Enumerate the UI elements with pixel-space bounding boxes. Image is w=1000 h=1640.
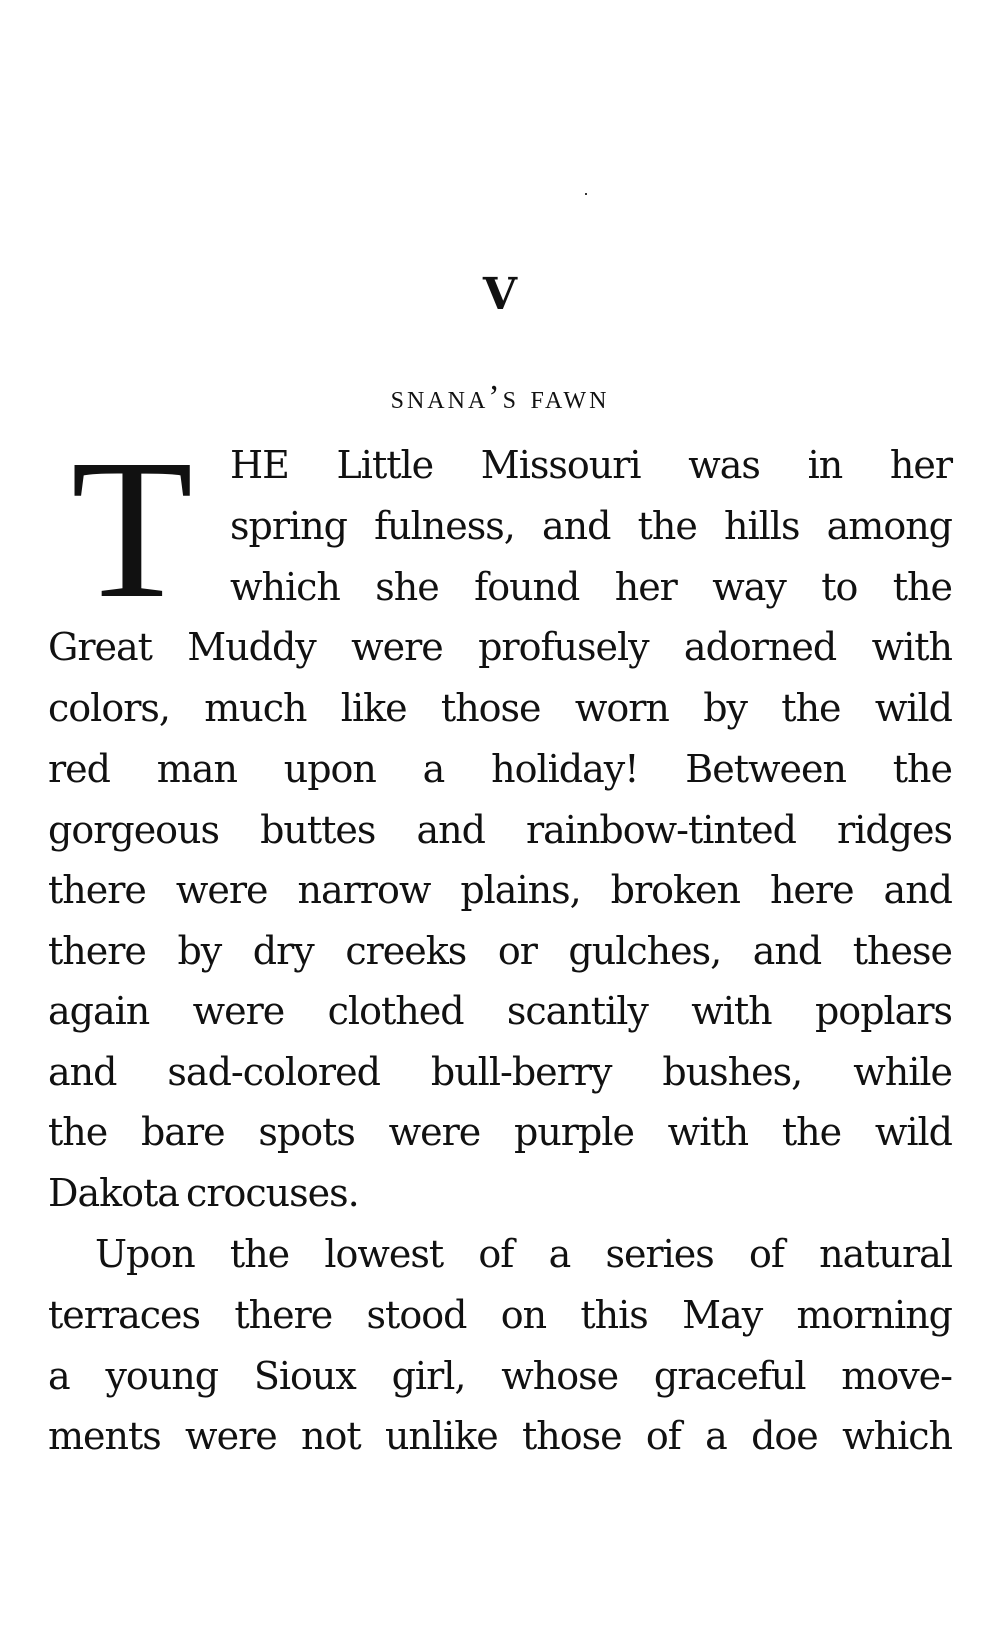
text-line: and sad-colored bull-berry bushes, while bbox=[48, 1050, 952, 1094]
text-line: the bare spots were purple with the wild bbox=[48, 1110, 952, 1154]
text-line: there by dry creeks or gulches, and these bbox=[48, 929, 952, 973]
text-line: terraces there stood on this May morning bbox=[48, 1293, 952, 1337]
text-line: again were clothed scantily with poplars bbox=[48, 989, 952, 1033]
text-line: a young Sioux girl, whose graceful move- bbox=[48, 1354, 952, 1398]
text-line: HE Little Missouri was in her bbox=[230, 443, 952, 487]
text-line: red man upon a holiday! Between the bbox=[48, 747, 952, 791]
chapter-title: snana’s fawn bbox=[390, 379, 610, 416]
text-line: colors, much like those worn by the wild bbox=[48, 686, 952, 730]
text-line: Great Muddy were profusely adorned with bbox=[48, 625, 952, 669]
text-line: gorgeous buttes and rainbow-tinted ridges bbox=[48, 808, 952, 852]
text-line: there were narrow plains, broken here and bbox=[48, 868, 952, 912]
text-line: which she found her way to the bbox=[230, 565, 952, 609]
text-line: spring fulness, and the hills among bbox=[230, 504, 952, 548]
text-line: Dakota crocuses. bbox=[48, 1171, 359, 1215]
print-speck bbox=[585, 193, 587, 195]
text-line: ments were not unlike those of a doe which bbox=[48, 1414, 952, 1458]
text-line: Upon the lowest of a series of natural bbox=[95, 1232, 952, 1276]
chapter-number: V bbox=[482, 269, 518, 320]
drop-cap: T bbox=[70, 419, 194, 640]
